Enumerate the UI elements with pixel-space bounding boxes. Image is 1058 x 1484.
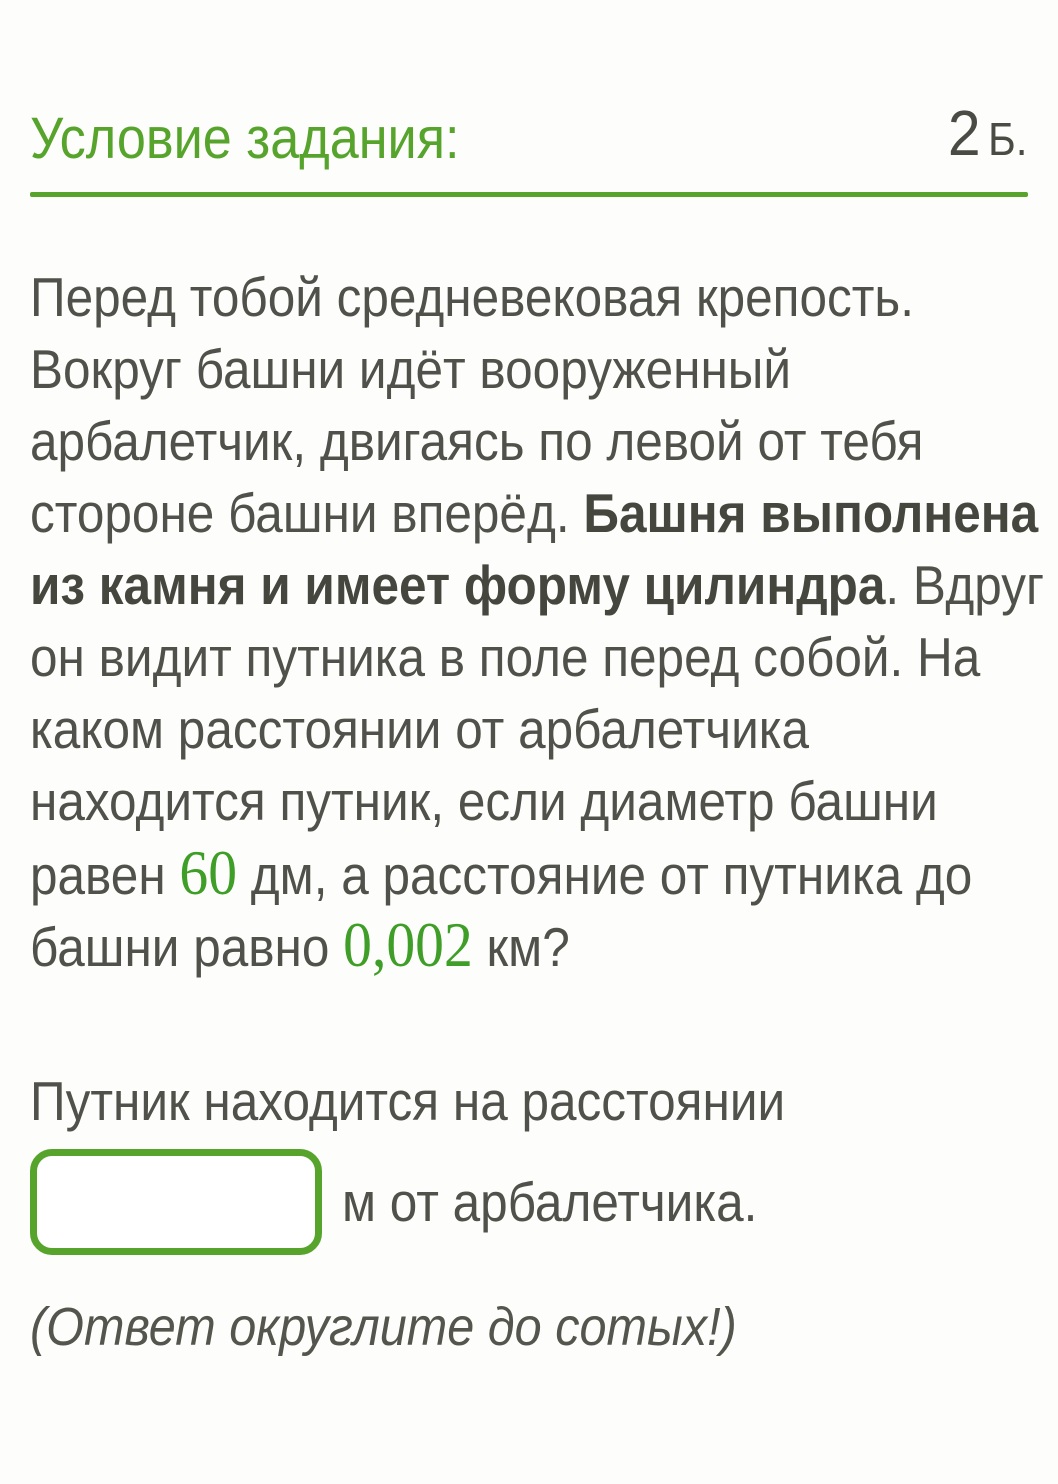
text-run: дм, а расстояние от путника до bbox=[237, 844, 973, 906]
text-run: км? bbox=[472, 916, 570, 978]
problem-line bbox=[30, 333, 928, 405]
text-run: . Вдруг bbox=[885, 554, 1045, 616]
page-title: Условие задания: bbox=[30, 106, 460, 171]
points-badge bbox=[948, 96, 1028, 170]
problem-line bbox=[30, 909, 928, 981]
text-run: каком расстоянии от арбалетчика bbox=[30, 698, 810, 760]
highlight-number: 60 bbox=[179, 837, 238, 908]
text-run: равен bbox=[30, 844, 180, 906]
answer-input-row bbox=[30, 1149, 1028, 1255]
header-divider bbox=[30, 192, 1028, 197]
problem-text bbox=[30, 261, 1045, 981]
text-run: башни равно bbox=[30, 916, 344, 978]
problem-line bbox=[30, 621, 981, 693]
problem-line bbox=[30, 693, 928, 765]
points-value: 2 bbox=[948, 97, 982, 169]
text-run: он видит путника в поле перед собой. На bbox=[30, 626, 981, 688]
problem-line bbox=[30, 765, 938, 837]
text-run: Вокруг башни идёт вооруженный bbox=[30, 338, 792, 400]
text-run: стороне башни вперёд. bbox=[30, 482, 584, 544]
problem-line bbox=[30, 261, 928, 333]
problem-line bbox=[30, 477, 1039, 549]
bold-text-run: из камня и имеет форму цилиндра bbox=[30, 554, 886, 616]
points-unit: Б. bbox=[988, 113, 1028, 165]
bold-text-run: Башня выполнена bbox=[583, 482, 1039, 544]
task-page bbox=[0, 96, 1058, 1363]
text-run: находится путник, если диаметр башни bbox=[30, 770, 938, 832]
problem-line bbox=[30, 405, 928, 477]
problem-line bbox=[30, 549, 1045, 621]
answer-unit-label: м от арбалетчика. bbox=[342, 1171, 758, 1233]
text-run: арбалетчик, двигаясь по левой от тебя bbox=[30, 410, 924, 472]
highlight-number: 0,002 bbox=[343, 909, 473, 980]
task-header bbox=[30, 96, 1028, 170]
answer-input[interactable] bbox=[30, 1149, 322, 1255]
answer-note: (Ответ округлите до сотых!) bbox=[30, 1297, 737, 1357]
problem-line bbox=[30, 837, 973, 909]
text-run: Перед тобой средневековая крепость. bbox=[30, 266, 914, 328]
answer-prompt: Путник находится на расстоянии bbox=[30, 1070, 786, 1132]
